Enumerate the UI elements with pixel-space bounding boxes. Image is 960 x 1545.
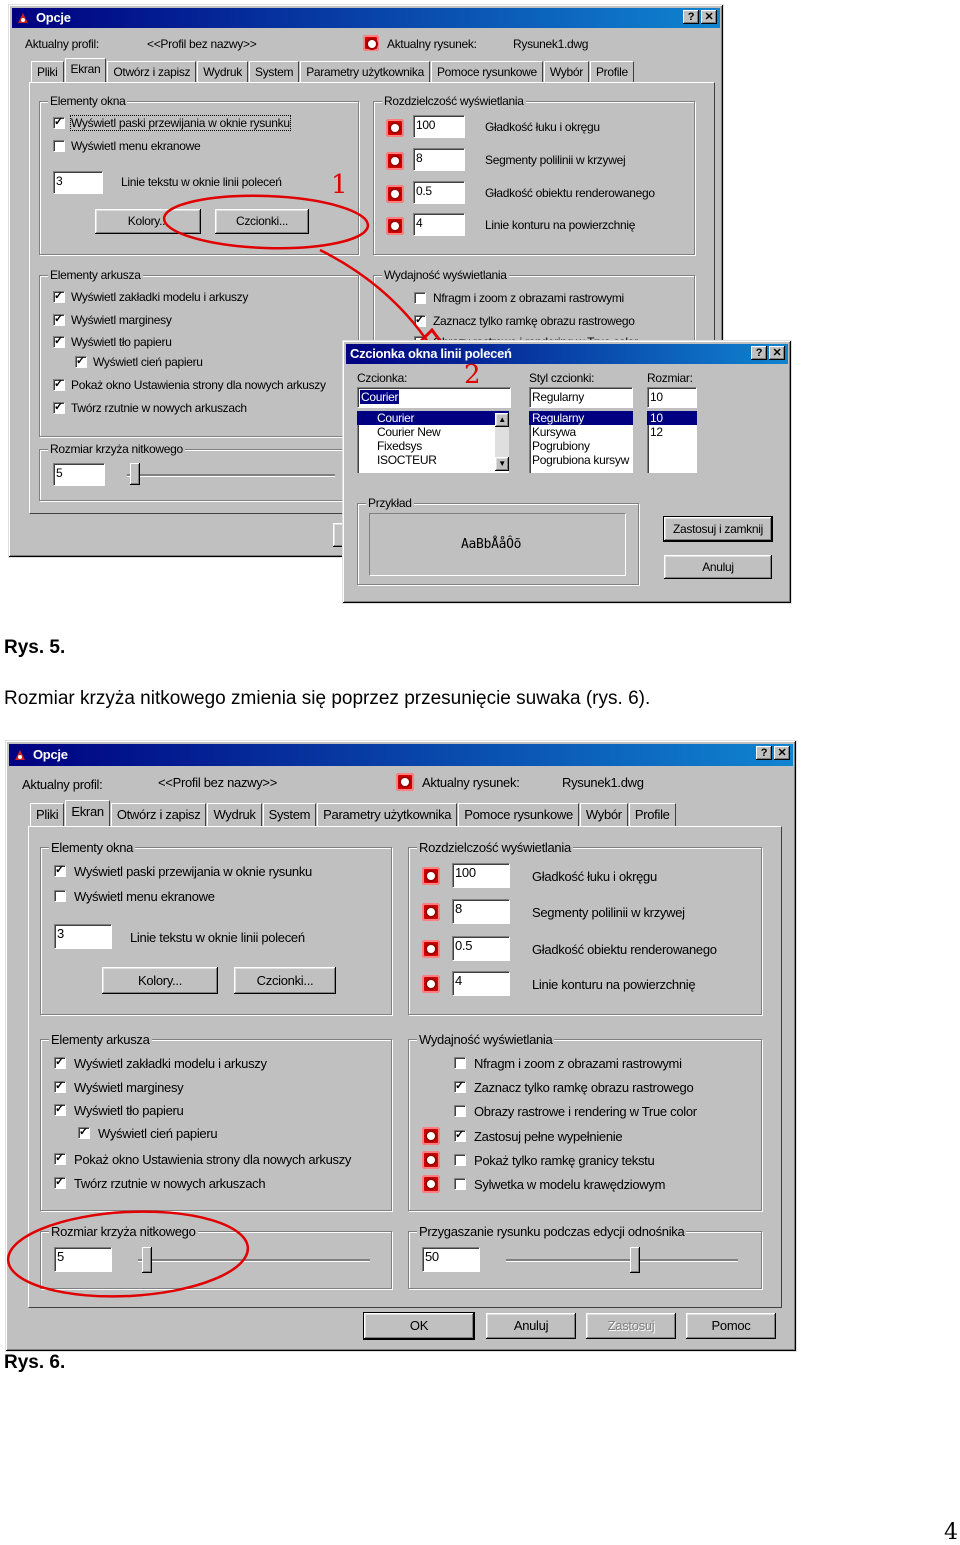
list-item[interactable]: Pogrubiona kursyw — [532, 453, 629, 467]
group-title: Wydajność wyświetlania — [419, 1032, 553, 1047]
solid-fill-checkbox[interactable]: ✓ — [455, 1129, 464, 1141]
checkbox-label: Twórz rzutnie w nowych arkuszach — [74, 1176, 266, 1191]
group-title: Elementy okna — [50, 94, 126, 108]
silhouette-checkbox[interactable] — [454, 1178, 465, 1189]
annotation-number-2: 2 — [464, 360, 481, 390]
margins-checkbox[interactable]: ✓ — [55, 1080, 64, 1092]
layout-tabs-checkbox[interactable]: ✓ — [54, 290, 63, 302]
contour-lines-input[interactable]: 4 — [452, 971, 509, 995]
tab-ekran[interactable]: Ekran — [65, 800, 109, 826]
title-bar — [346, 344, 788, 364]
polyline-segments-label: Segmenty polilinii w krzywej — [485, 153, 626, 167]
font-input-value: Courier — [361, 390, 399, 404]
tab-ekran[interactable]: Ekran — [65, 58, 107, 82]
viewports-checkbox[interactable]: ✓ — [54, 401, 63, 413]
checkbox-label: Wyświetl zakładki modelu i arkuszy — [71, 290, 249, 304]
profile-value: <<Profil bez nazwy>> — [147, 37, 257, 51]
command-lines-input[interactable]: 3 — [54, 924, 111, 948]
style-list[interactable] — [529, 411, 633, 473]
tab-wybor[interactable]: Wybór — [580, 803, 628, 826]
group-title: Elementy okna — [51, 840, 134, 855]
size-input[interactable]: 10 — [647, 387, 696, 407]
arc-smoothness-input[interactable]: 100 — [452, 863, 509, 887]
crosshair-size-input[interactable]: 5 — [54, 1247, 111, 1271]
colors-button[interactable]: Kolory... — [102, 967, 218, 994]
figure-caption-6: Rys. 6. — [4, 1352, 66, 1373]
autocad-app-icon — [13, 747, 27, 761]
annotation-arrow — [320, 250, 430, 345]
list-item[interactable]: Courier — [357, 411, 509, 425]
screen-menu-checkbox[interactable] — [54, 890, 65, 901]
list-item[interactable]: ISOCTEUR — [377, 453, 437, 467]
font-label: Czcionka: — [357, 371, 407, 385]
profile-label: Aktualny profil: — [22, 777, 103, 792]
tab-pomoce-rysunkowe[interactable]: Pomoce rysunkowe — [458, 803, 579, 826]
tab-parametry-uzytkownika[interactable]: Parametry użytkownika — [317, 803, 457, 826]
drawing-label: Aktualny rysunek: — [387, 37, 477, 51]
group-title: Wydajność wyświetlania — [384, 268, 507, 282]
list-item[interactable]: Kursywa — [532, 425, 576, 439]
polyline-segments-input[interactable]: 8 — [452, 899, 509, 923]
arc-smoothness-label: Gładkość łuku i okręgu — [532, 869, 657, 884]
window-title: Opcje — [36, 10, 71, 25]
checkbox-label: Wyświetl cień papieru — [98, 1126, 218, 1141]
font-list-scrollbar[interactable] — [495, 413, 509, 471]
checkbox-label: Pokaż okno Ustawienia strony dla nowych arkuszy — [71, 378, 326, 392]
fonts-button[interactable]: Czcionki... — [215, 209, 309, 234]
tab-system[interactable]: System — [249, 61, 299, 82]
saved-in-drawing-icon — [422, 903, 440, 921]
apply-button: Zastosuj — [586, 1313, 676, 1339]
true-color-checkbox[interactable] — [454, 1105, 465, 1116]
paper-background-checkbox[interactable]: ✓ — [55, 1103, 64, 1115]
tab-wydruk[interactable]: Wydruk — [207, 803, 261, 826]
contour-lines-label: Linie konturu na powierzchnię — [485, 218, 636, 232]
saved-in-drawing-icon — [422, 1127, 440, 1145]
ok-button[interactable]: OK — [364, 1313, 474, 1339]
font-dialog — [342, 340, 792, 604]
font-input[interactable] — [357, 387, 510, 407]
text-frame-checkbox[interactable] — [454, 1154, 465, 1165]
checkbox-label: Wyświetl marginesy — [74, 1080, 184, 1095]
cancel-button[interactable]: Anuluj — [664, 555, 772, 579]
checkbox-label: Wyświetl cień papieru — [93, 355, 203, 369]
help-title-button[interactable]: ? — [683, 10, 699, 24]
group-title: Elementy arkusza — [50, 268, 141, 282]
raster-pan-zoom-checkbox[interactable] — [454, 1057, 465, 1068]
colors-button[interactable]: Kolory... — [95, 209, 201, 234]
font-list[interactable] — [357, 411, 509, 473]
tab-otworz-i-zapisz[interactable]: Otwórz i zapisz — [111, 803, 207, 826]
annotation-circle-crosshair — [6, 1206, 250, 1302]
help-button[interactable]: Pomoc — [686, 1313, 776, 1339]
close-title-button[interactable]: ✕ — [769, 346, 785, 360]
group-title: Rozmiar krzyża nitkowego — [50, 442, 183, 456]
tab-system[interactable]: System — [263, 803, 317, 826]
checkbox-label: Wyświetl paski przewijania w oknie rysunku — [74, 864, 312, 879]
xref-fade-slider-track — [506, 1259, 738, 1262]
command-lines-input[interactable]: 3 — [53, 171, 102, 193]
polyline-segments-input[interactable]: 8 — [413, 148, 464, 170]
contour-lines-input[interactable]: 4 — [413, 213, 464, 235]
checkbox-label: Wyświetl paski przewijania w oknie rysunku — [71, 116, 290, 130]
page-number: 4 — [944, 1520, 958, 1545]
tab-wydruk[interactable]: Wydruk — [197, 61, 248, 82]
arc-smoothness-input[interactable]: 100 — [413, 115, 464, 137]
size-list[interactable] — [647, 411, 697, 473]
scroll-down-arrow-icon[interactable]: ▼ — [495, 457, 509, 471]
render-smoothness-input[interactable]: 0.5 — [413, 181, 464, 203]
checkbox-label: Wyświetl zakładki modelu i arkuszy — [74, 1056, 267, 1071]
xref-fade-slider-thumb[interactable] — [630, 1247, 640, 1273]
page-setup-checkbox[interactable]: ✓ — [55, 1152, 64, 1164]
window-title: Opcje — [33, 747, 68, 762]
annotation-overlay-fig6 — [0, 1200, 300, 1310]
saved-in-drawing-icon — [422, 940, 440, 958]
preview-text: AaBbÅåÔõ — [461, 537, 522, 552]
body-paragraph: Rozmiar krzyża nitkowego zmienia się poprzez przesunięcie suwaka (rys. 6). — [4, 688, 651, 709]
checkbox-label: Pokaż okno Ustawienia strony dla nowych arkuszy — [74, 1152, 352, 1167]
help-title-button[interactable]: ? — [751, 346, 767, 360]
checkbox-label: Pokaż tylko ramkę granicy tekstu — [474, 1153, 655, 1168]
checkbox-label: Wyświetl menu ekranowe — [71, 139, 201, 153]
group-title: Rozdzielczość wyświetlania — [419, 840, 571, 855]
raster-frame-checkbox[interactable]: ✓ — [455, 1080, 464, 1092]
contour-lines-label: Linie konturu na powierzchnię — [532, 977, 696, 992]
group-title: Przykład — [368, 496, 412, 510]
annotation-circle-1 — [163, 192, 369, 251]
checkbox-label: Nfragm i zoom z obrazami rastrowymi — [433, 291, 624, 305]
crosshair-size-input[interactable]: 5 — [53, 463, 104, 485]
cancel-button[interactable]: Anuluj — [486, 1313, 576, 1339]
saved-in-drawing-icon — [422, 975, 440, 993]
checkbox-label: Wyświetl tło papieru — [74, 1103, 184, 1118]
window-title: Czcionka okna linii poleceń — [350, 346, 512, 361]
tab-parametry-uzytkownika[interactable]: Parametry użytkownika — [300, 61, 430, 82]
margins-checkbox[interactable]: ✓ — [54, 313, 63, 325]
paper-background-checkbox[interactable]: ✓ — [54, 335, 63, 347]
help-title-button[interactable]: ? — [756, 746, 772, 760]
paper-shadow-checkbox[interactable]: ✓ — [79, 1126, 88, 1138]
polyline-segments-label: Segmenty polilinii w krzywej — [532, 905, 685, 920]
tab-pomoce-rysunkowe[interactable]: Pomoce rysunkowe — [431, 61, 543, 82]
checkbox-label: Wyświetl marginesy — [71, 313, 172, 327]
checkbox-label: Sylwetka w modelu krawędziowym — [474, 1177, 666, 1192]
command-lines-label: Linie tekstu w oknie linii poleceń — [130, 930, 305, 945]
checkbox-label: Zaznacz tylko ramkę obrazu rastrowego — [433, 314, 635, 328]
raster-frame-checkbox[interactable]: ✓ — [415, 314, 424, 326]
tab-wybor[interactable]: Wybór — [544, 61, 589, 82]
scrollbars-checkbox[interactable]: ✓ — [54, 116, 63, 128]
apply-close-button[interactable]: Zastosuj i zamknij — [664, 517, 772, 541]
arc-smoothness-label: Gładkość łuku i okręgu — [485, 120, 600, 134]
xref-fade-input[interactable]: 50 — [422, 1247, 479, 1271]
list-item[interactable]: Pogrubiony — [532, 439, 590, 453]
checkbox-label: Twórz rzutnie w nowych arkuszach — [71, 401, 247, 415]
figure-caption-5: Rys. 5. — [4, 637, 66, 658]
command-lines-label: Linie tekstu w oknie linii poleceń — [121, 175, 282, 189]
saved-in-drawing-icon — [422, 1151, 440, 1169]
checkbox-label: Obrazy rastrowe i rendering w True color — [474, 1104, 697, 1119]
checkbox-label: Wyświetl tło papieru — [71, 335, 172, 349]
title-bar — [9, 744, 793, 766]
list-item[interactable]: 12 — [650, 425, 663, 439]
list-item[interactable]: Fixedsys — [377, 439, 422, 453]
profile-label: Aktualny profil: — [25, 37, 99, 51]
saved-in-drawing-icon — [422, 867, 440, 885]
profile-value: <<Profil bez nazwy>> — [158, 775, 278, 790]
group-title: Rozdzielczość wyświetlania — [384, 94, 524, 108]
checkbox-label: Zastosuj pełne wypełnienie — [474, 1129, 623, 1144]
drawing-icon — [396, 773, 414, 791]
render-smoothness-label: Gładkość obiektu renderowanego — [485, 186, 655, 200]
size-label: Rozmiar: — [647, 371, 693, 385]
fonts-button[interactable]: Czcionki... — [234, 967, 336, 994]
close-title-button[interactable]: ✕ — [774, 746, 790, 760]
page-setup-checkbox[interactable]: ✓ — [54, 378, 63, 390]
saved-in-drawing-icon — [422, 1175, 440, 1193]
tab-pliki[interactable]: Pliki — [30, 803, 64, 826]
group-title: Rozmiar krzyża nitkowego — [51, 1224, 196, 1239]
drawing-value: Rysunek1.dwg — [513, 37, 589, 51]
style-label: Styl czcionki: — [529, 371, 595, 385]
group-title: Elementy arkusza — [51, 1032, 150, 1047]
paper-shadow-checkbox[interactable]: ✓ — [76, 355, 85, 367]
checkbox-label: Zaznacz tylko ramkę obrazu rastrowego — [474, 1080, 694, 1095]
tab-otworz-i-zapisz[interactable]: Otwórz i zapisz — [107, 61, 196, 82]
preview-box — [369, 513, 625, 575]
style-input[interactable]: Regularny — [529, 387, 632, 407]
checkbox-label: Wyświetl menu ekranowe — [74, 889, 215, 904]
close-title-button[interactable]: ✕ — [701, 10, 717, 24]
group-title: Przygaszanie rysunku podczas edycji odnośnika — [419, 1224, 685, 1239]
scroll-up-arrow-icon[interactable]: ▲ — [495, 413, 509, 427]
render-smoothness-label: Gładkość obiektu renderowanego — [532, 942, 717, 957]
tab-pliki[interactable]: Pliki — [31, 61, 64, 82]
annotation-number-1: 1 — [331, 170, 348, 200]
render-smoothness-input[interactable]: 0.5 — [452, 936, 509, 960]
tab-profile[interactable]: Profile — [590, 61, 634, 82]
viewports-checkbox[interactable]: ✓ — [55, 1176, 64, 1188]
layout-tabs-checkbox[interactable]: ✓ — [55, 1056, 64, 1068]
drawing-label: Aktualny rysunek: — [422, 775, 520, 790]
drawing-value: Rysunek1.dwg — [562, 775, 644, 790]
list-item[interactable]: Courier New — [377, 425, 441, 439]
list-item[interactable]: Regularny — [529, 411, 633, 425]
scrollbars-checkbox[interactable]: ✓ — [55, 864, 64, 876]
tab-profile[interactable]: Profile — [629, 803, 676, 826]
list-item[interactable]: 10 — [647, 411, 697, 425]
checkbox-label: Nfragm i zoom z obrazami rastrowymi — [474, 1056, 682, 1071]
